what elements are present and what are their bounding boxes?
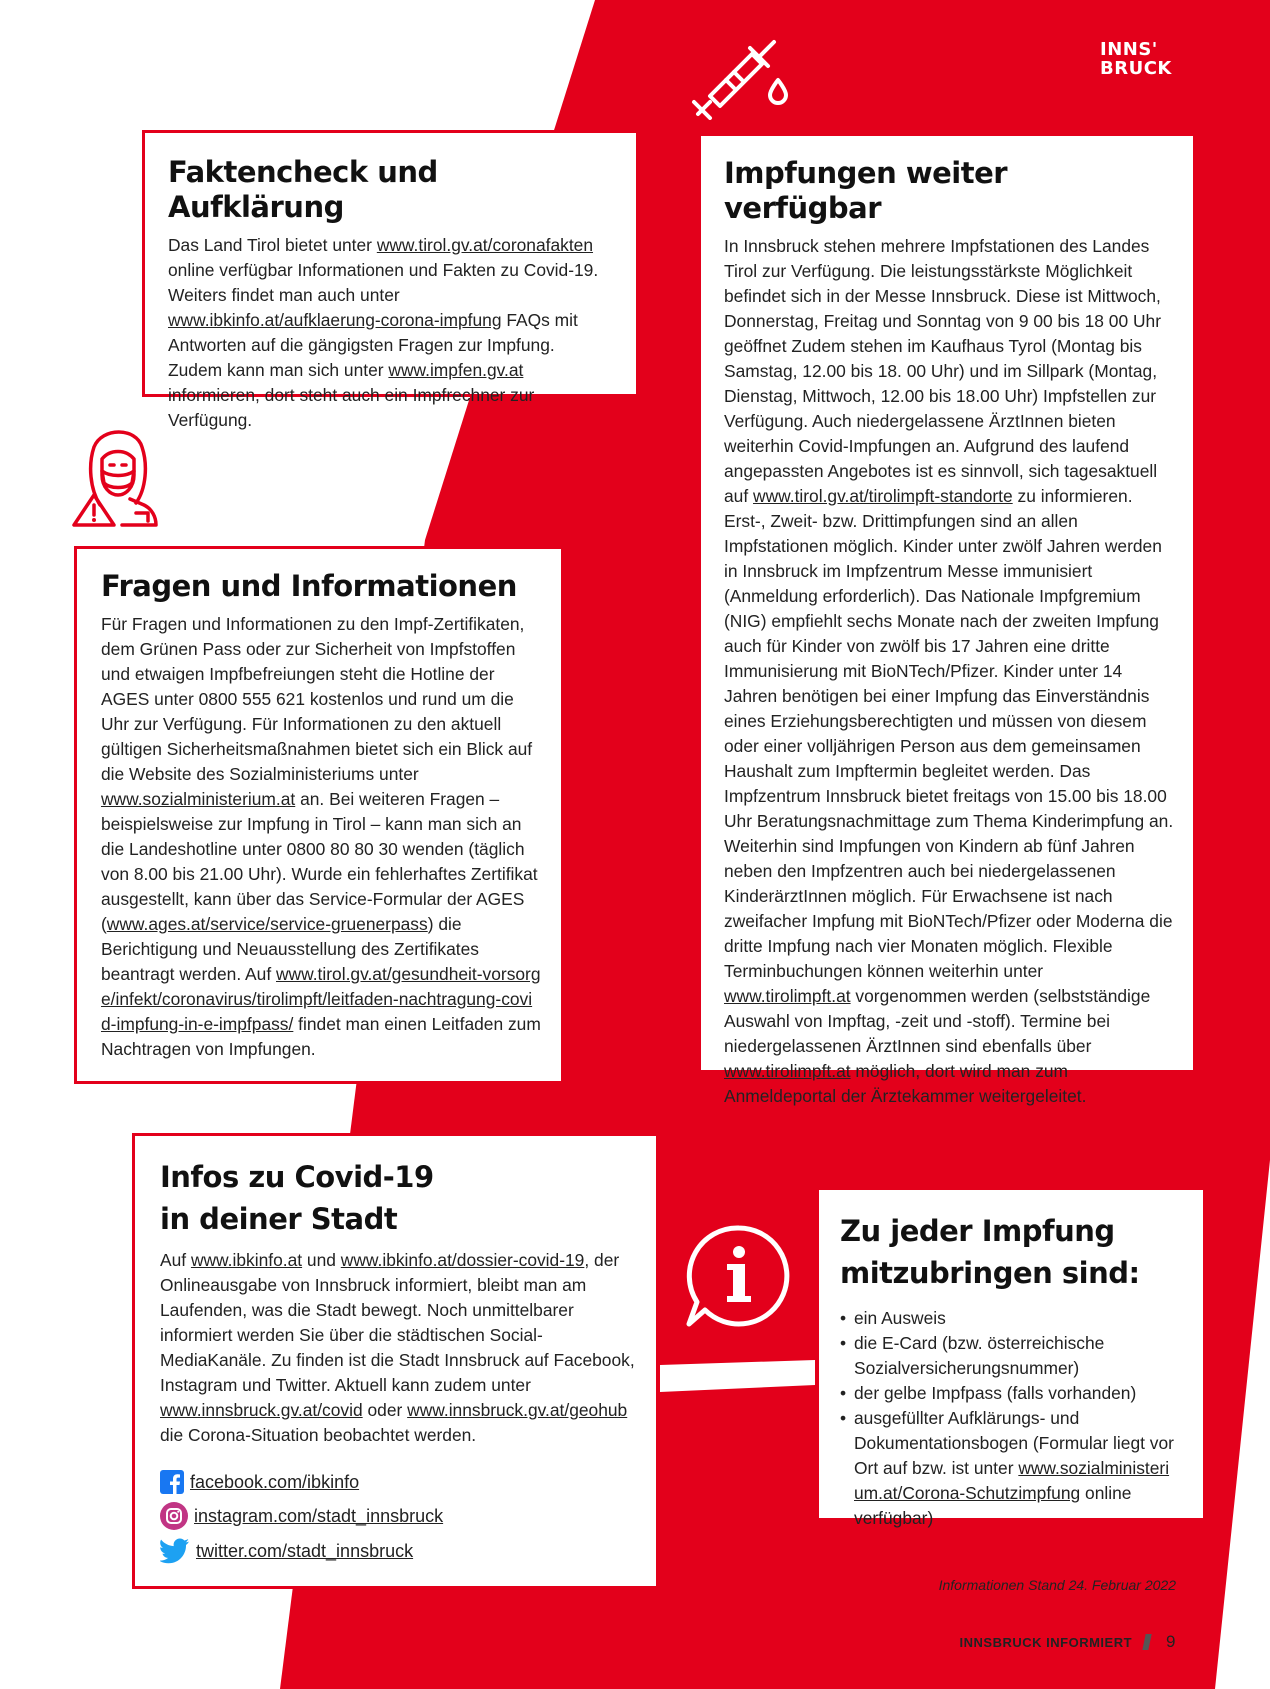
text-run: FAQs mit Antworten auf die gängigsten Fragen zur Impfung. Zudem kann man sich unter xyxy=(168,309,578,380)
logo-line2: BRUCK xyxy=(1100,58,1172,79)
text-run: ausgefüllter Aufklärungs- und Dokumentationsbogen (Formular liegt vor Ort auf bzw. ist unter xyxy=(854,1408,1174,1478)
checklist-item xyxy=(840,1381,1176,1406)
city-info-box xyxy=(132,1133,659,1589)
text-run: ) die Berichtigung und Neuausstellung des Zertifikates beantragt werden. Auf xyxy=(101,913,479,984)
text-run: Auf xyxy=(160,1250,191,1270)
text-run: informieren, dort steht auch ein Impfrechner zur Verfügung. xyxy=(168,384,535,430)
twitter-icon xyxy=(160,1538,190,1564)
info-date-footnote: Informationen Stand 24. Februar 2022 xyxy=(938,1577,1176,1593)
info-speech-bubble-icon xyxy=(683,1222,795,1330)
footer-slash-divider xyxy=(1142,1634,1151,1650)
facebook-link[interactable]: facebook.com/ibkinfo xyxy=(190,1471,360,1492)
title-line: Zu jeder Impfung xyxy=(840,1214,1115,1248)
twitter-link-row[interactable] xyxy=(160,1538,634,1564)
text-run: zu informieren. Erst-, Zweit- bzw. Drittimpfungen sind an allen Impfstationen möglich. Kinder unter zwölf Jahren werden in Innsbruck im Impfzentrum Messe immunisiert (Anmeldung erforderlich). Das Nationale Impfgremium (NIG) empfiehlt sechs Monate nach der zweiten Impfung auch für Kinder von zwölf bis 17 Jahren eine dritte Immunisierung mit BioNTech/Pfizer. Kinder unter 14 Jahren benötigen bei einer Impfung das Einverständnis eines Erziehungsberechtigten und müssen von diesem oder einer volljährigen Person aus dem gemeinsamen Haushalt zum Impftermin begleitet werden. Das Impfzentrum Innsbruck bietet freitags von 15.00 bis 18.00 Uhr Beratungsnachmittage zum Thema Kinderimpfung an. Weiterhin sind Impfungen von Kindern ab fünf Jahren neben den Impfzentren auch bei niedergelassenen KinderärztInnen möglich. Für Erwachsene ist nach zweifacher Impfung mit BioNTech/Pfizer oder Moderna die dritte Impfung nach vier Monaten möglich. Flexible Terminbuchungen können weiterhin unter xyxy=(724,485,1174,981)
logo-line1: INNS' xyxy=(1100,39,1158,60)
fact-check-box xyxy=(142,130,639,430)
text-run: Das Land Tirol bietet unter xyxy=(168,234,377,255)
text-run: die E-Card (bzw. österreichische Sozialversicherungsnummer) xyxy=(854,1333,1105,1378)
text-run: In Innsbruck stehen mehrere Impfstationen des Landes Tirol zur Verfügung. Die leistungsstärkste Möglichkeit befindet sich in der Messe Innsbruck. Diese ist Mittwoch, Donnerstag, Freitag und Sonntag von 9 00 bis 18 00 Uhr geöffnet Zudem stehen im Kaufhaus Tyrol (Montag bis Samstag, 12.00 bis 18. 00 Uhr) und im Sillpark (Montag, Dienstag, Mittwoch, 12.00 bis 18.00 Uhr) Impfstellen zur Verfügung. Auch niedergelassene ÄrztInnen bieten weiterhin Covid-Impfungen an. Aufgrund des laufend angepassten Angebotes ist es sinnvoll, sich tagesaktuell auf xyxy=(724,235,1161,506)
text-run: und xyxy=(302,1250,341,1270)
fact-check-text xyxy=(168,233,608,433)
twitter-link[interactable]: twitter.com/stadt_innsbruck xyxy=(196,1540,414,1561)
page-number: 9 xyxy=(1166,1632,1176,1651)
city-info-title xyxy=(160,1156,634,1240)
link-sozialministerium-schutzimpfung[interactable]: www.sozialministerium.at/Corona-Schutzimpfung xyxy=(854,1458,1170,1503)
link-tirolimpft-standorte[interactable]: www.tirol.gv.at/tirolimpft-standorte xyxy=(753,485,1013,506)
instagram-link-row[interactable] xyxy=(160,1502,634,1530)
link-ibkinfo[interactable]: www.ibkinfo.at xyxy=(190,1250,303,1270)
text-run: vorgenommen werden (selbstständige Auswahl von Impftag, -zeit und -stoff). Termine bei niedergelassenen ÄrztInnen sind ebenfalls über xyxy=(724,985,1151,1056)
title-line: Infos zu Covid-19 xyxy=(160,1160,434,1194)
link-innsbruck-geohub[interactable]: www.innsbruck.gv.at/geohub xyxy=(407,1400,628,1420)
innsbruck-logo xyxy=(1100,40,1172,78)
text-run: online verfügbar Informationen und Fakten zu Covid-19. Weiters findet man auch unter xyxy=(168,259,599,305)
facebook-link-row[interactable] xyxy=(160,1470,634,1494)
healthcare-worker-mask-icon xyxy=(70,425,160,527)
instagram-icon xyxy=(160,1502,188,1530)
text-run: ein Ausweis xyxy=(854,1308,946,1328)
questions-box xyxy=(74,546,564,1084)
link-tirolimpft[interactable]: www.tirolimpft.at xyxy=(724,985,851,1006)
link-ibkinfo-aufklaerung[interactable]: www.ibkinfo.at/aufklaerung-corona-impfung xyxy=(168,309,502,330)
publication-name: INNSBRUCK INFORMIERT xyxy=(959,1634,1133,1650)
title-line: mitzubringen sind: xyxy=(840,1256,1140,1290)
vaccinations-box xyxy=(698,133,1196,1106)
link-sozialministerium[interactable]: www.sozialministerium.at xyxy=(101,788,296,809)
questions-title: Fragen und Informationen xyxy=(101,569,517,603)
text-run: findet man einen Leitfaden zum Nachtragen von Impfungen. xyxy=(101,1013,541,1059)
text-run: oder xyxy=(362,1400,408,1420)
instagram-link[interactable]: instagram.com/stadt_innsbruck xyxy=(194,1505,444,1526)
checklist-item xyxy=(840,1406,1176,1531)
checklist-title xyxy=(840,1210,1183,1294)
page-footer xyxy=(960,1632,1176,1652)
link-ages-service[interactable]: www.ages.at/service/service-gruenerpass xyxy=(106,913,428,934)
text-run: Für Fragen und Informationen zu den Impf-Zertifikaten, dem Grünen Pass oder zur Sicherheit von Impfstoffen und etwaigen Impfbefreiungen steht die Hotline der AGES unter 0800 555 621 kostenlos und rund um die Uhr zur Verfügung. Für Informationen zu den aktuell gültigen Sicherheitsmaßnahmen bietet sich ein Blick auf die Website des Sozialministeriums unter xyxy=(101,613,533,784)
link-tirol-coronafakten[interactable]: www.tirol.gv.at/coronafakten xyxy=(376,234,594,255)
questions-text xyxy=(101,612,541,1062)
checklist-item xyxy=(840,1331,1176,1381)
vaccinations-text xyxy=(724,234,1174,1109)
link-tirolimpft[interactable]: www.tirolimpft.at xyxy=(724,1060,851,1081)
checklist-box xyxy=(816,1187,1206,1528)
checklist xyxy=(840,1306,1176,1531)
link-impfen-gv[interactable]: www.impfen.gv.at xyxy=(388,359,524,380)
text-run: an. Bei weiteren Fragen – beispielsweise zur Impfung in Tirol – kann man sich an die Landeshotline unter 0800 80 80 30 wenden (täglich von 8.00 bis 21.00 Uhr). Wurde ein fehlerhaftes Zertifikat ausgestellt, kann über das Service-Formular der AGES ( xyxy=(101,788,538,934)
link-ibkinfo-dossier[interactable]: www.ibkinfo.at/dossier-covid-19 xyxy=(340,1250,585,1270)
checklist-item xyxy=(840,1306,1176,1331)
vaccinations-title: Impfungen weiter verfügbar xyxy=(724,156,1008,225)
fact-check-title: Faktencheck und Aufklärung xyxy=(168,155,438,224)
text-run: die Corona-Situation beobachtet werden. xyxy=(160,1425,477,1445)
link-tirol-leitfaden[interactable]: www.tirol.gv.at/gesundheit-vorsorge/infekt/coronavirus/tirolimpft/leitfaden-nachtragung-covid-impfung-in-e-impfpass/ xyxy=(101,963,541,1034)
text-run: , der Onlineausgabe von Innsbruck informiert, bleibt man am Laufenden, was die Stadt bewegt. Noch unmittelbarer informiert werden Sie über die städtischen Social-MediaKanäle. Zu finden ist die Stadt Innsbruck auf Facebook, Instagram und Twitter. Aktuell kann zudem unter xyxy=(160,1250,635,1395)
text-run: der gelbe Impfpass (falls vorhanden) xyxy=(854,1383,1137,1403)
syringe-icon xyxy=(690,36,790,120)
text-run: online verfügbar) xyxy=(854,1483,1132,1528)
link-innsbruck-covid[interactable]: www.innsbruck.gv.at/covid xyxy=(160,1400,363,1420)
city-info-text xyxy=(160,1248,636,1448)
text-run: möglich, dort wird man zum Anmeldeportal der Ärztekammer weitergeleitet. xyxy=(724,1060,1087,1106)
title-line: in deiner Stadt xyxy=(160,1202,398,1236)
facebook-icon xyxy=(160,1470,184,1494)
